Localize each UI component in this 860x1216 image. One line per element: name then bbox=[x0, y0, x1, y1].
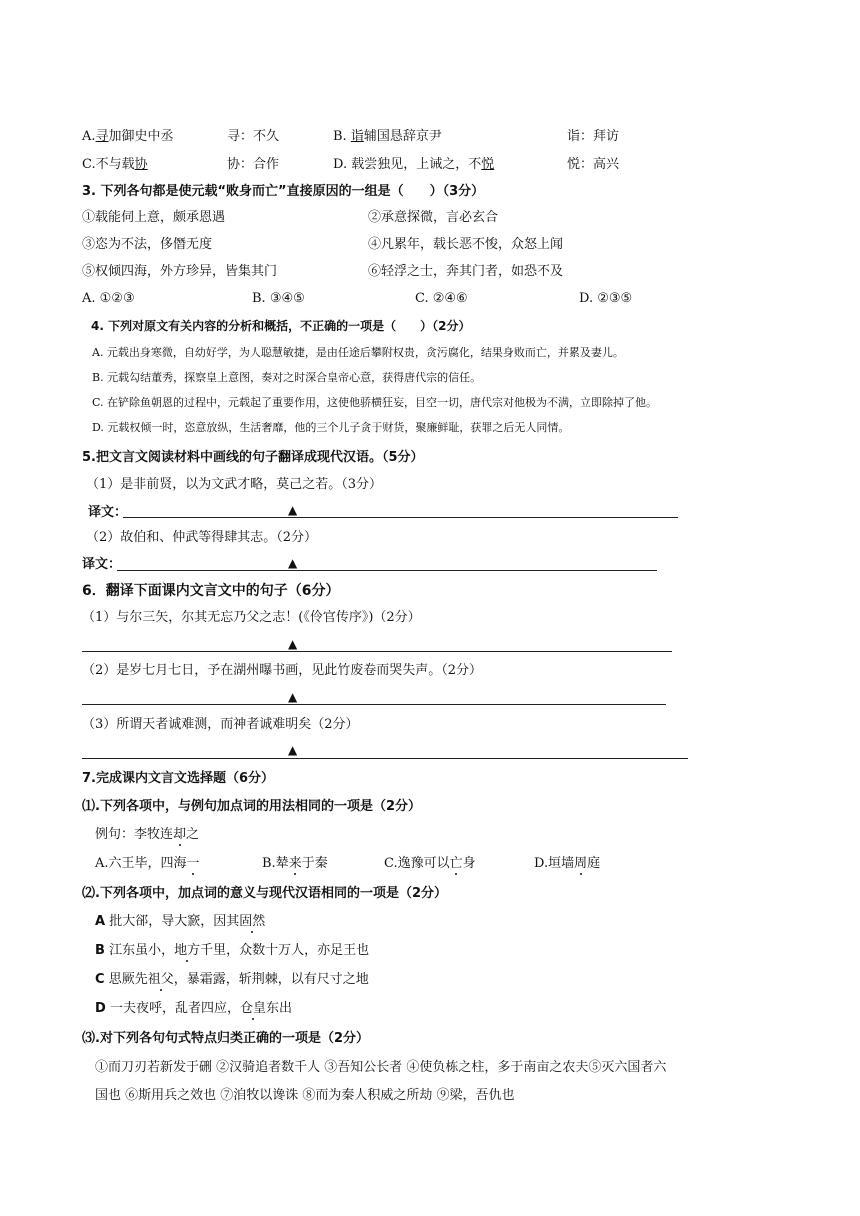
q5-answer-line-2[interactable] bbox=[117, 570, 657, 571]
q5-answer-label-1: 译文： bbox=[88, 505, 128, 520]
q2-option-c: C.不与载协 bbox=[82, 157, 148, 172]
q7-part1-option-a: A.六王毕，四海一 bbox=[95, 856, 200, 871]
q5-marker-1: ▲ bbox=[288, 503, 298, 517]
q3-item-4: ④凡累年，载长恶不悛，众怒上闻 bbox=[368, 237, 564, 252]
q4-option-c: C. 在铲除鱼朝恩的过程中，元载起了重要作用，这使他骄横狂妄，目空一切，唐代宗对他极为不满，立即除掉了他。 bbox=[92, 396, 658, 409]
q3-item-5: ⑤权倾四海，外方珍异，皆集其门 bbox=[82, 264, 278, 279]
q4-option-a: A. 元载出身寒微，自幼好学，为人聪慧敏捷，是由任途后攀附权贵，贪污腐化，结果身败而亡，并累及妻儿。 bbox=[92, 346, 624, 359]
q3-choice-c: C. ②④⑥ bbox=[415, 291, 468, 306]
q6-marker-1: ▲ bbox=[288, 637, 298, 651]
q6-answer-line-3[interactable] bbox=[82, 758, 688, 759]
q2-option-b: B. 诣辅国恳辞京尹 bbox=[333, 129, 442, 144]
q5-marker-2: ▲ bbox=[288, 556, 298, 570]
q7-stem: 7.完成课内文言文选择题（6分） bbox=[82, 771, 275, 786]
q3-item-3: ③恣为不法，侈僭无度 bbox=[82, 237, 213, 252]
q3-item-6: ⑥轻浮之士，奔其门者，如恐不及 bbox=[368, 264, 564, 279]
q7-part3-line-1: ①而刀刃若新发于硎 ②汉骑追者数千人 ③吾知公长者 ④使负栋之柱，多于南亩之农夫⑤灭六国者六 bbox=[95, 1060, 667, 1075]
q3-item-2: ②承意探微，言必玄合 bbox=[368, 210, 499, 225]
q2-note-c: 协：合作 bbox=[227, 157, 280, 172]
q2-note-d: 悦：高兴 bbox=[567, 157, 620, 172]
q5-answer-label-2: 译文： bbox=[82, 557, 122, 572]
q3-stem: 3. 下列各句都是使元载“败身而亡”直接原因的一组是（ ）（3分） bbox=[82, 184, 485, 199]
q6-sentence-1: （1）与尔三矢，尔其无忘乃父之志！(《伶官传序》)（2分） bbox=[82, 610, 421, 625]
q7-part2-option-a: A 批大郤，导大窾，因其固然 bbox=[95, 914, 266, 929]
q6-sentence-2: （2）是岁七月七日，予在湖州曝书画，见此竹废卷而哭失声。（2分） bbox=[82, 663, 483, 678]
q7-part1-example: 例句：李牧连却之 bbox=[95, 827, 200, 842]
q6-marker-2: ▲ bbox=[288, 690, 298, 704]
q2-note-a: 寻：不久 bbox=[227, 129, 280, 144]
q5-answer-line-1[interactable] bbox=[123, 517, 678, 518]
q7-part2-option-b: B 江东虽小，地方千里，众数十万人，亦足王也 bbox=[95, 943, 370, 958]
q3-choice-a: A. ①②③ bbox=[82, 291, 135, 306]
q6-answer-line-2[interactable] bbox=[82, 704, 666, 705]
q2-option-d: D. 载尝独见，上诫之，不悦 bbox=[333, 157, 495, 172]
q6-marker-3: ▲ bbox=[288, 743, 298, 757]
q6-sentence-3: （3）所谓天者诚难测，而神者诚难明矣（2分） bbox=[82, 717, 359, 732]
q7-part3-line-2: 国也 ⑥斯用兵之效也 ⑦洎牧以谗诛 ⑧而为秦人积威之所劫 ⑨梁，吾仇也 bbox=[95, 1088, 515, 1103]
q5-stem: 5.把文言文阅读材料中画线的句子翻译成现代汉语。（5分） bbox=[82, 450, 424, 465]
q4-stem: 4. 下列对原文有关内容的分析和概括，不正确的一项是（ ）（2分） bbox=[91, 319, 471, 333]
q4-option-b: B. 元载勾结董秀，探察皇上意图，奏对之时深合皇帝心意，获得唐代宗的信任。 bbox=[92, 371, 482, 384]
q7-part2-option-c: C 思厥先祖父，暴霜露，斩荆棘，以有尺寸之地 bbox=[95, 972, 369, 987]
q3-choice-b: B. ③④⑤ bbox=[252, 291, 305, 306]
q2-option-a: A.寻加御史中丞 bbox=[82, 129, 174, 144]
q7-part2-stem: ⑵.下列各项中，加点词的意义与现代汉语相同的一项是（2分） bbox=[82, 886, 447, 901]
q7-part1-option-d: D.垣墙周庭 bbox=[534, 856, 601, 871]
q5-sentence-1: （1）是非前贤，以为文武才略，莫己之若。（3分） bbox=[86, 477, 383, 492]
q2-note-b: 诣：拜访 bbox=[567, 129, 620, 144]
q7-part1-option-c: C.逸豫可以亡身 bbox=[384, 856, 476, 871]
q3-item-1: ①载能伺上意，颇承恩遇 bbox=[82, 210, 226, 225]
q4-option-d: D. 元载权倾一时，恣意放纵，生活奢靡，他的三个儿子贪于财货，聚廉鲜耻，获罪之后无人同情。 bbox=[92, 421, 570, 434]
q7-part1-stem: ⑴.下列各项中，与例句加点词的用法相同的一项是（2分） bbox=[82, 799, 421, 814]
q6-answer-line-1[interactable] bbox=[82, 651, 672, 652]
q7-part3-stem: ⑶.对下列各句句式特点归类正确的一项是（2分） bbox=[82, 1031, 369, 1046]
q3-choice-d: D. ②③⑤ bbox=[579, 291, 633, 306]
q7-part2-option-d: D 一夫夜呼，乱者四应，仓皇东出 bbox=[95, 1001, 292, 1016]
q5-sentence-2: （2）故伯和、仲武等得肆其志。（2分） bbox=[86, 530, 318, 545]
q7-part1-option-b: B.辇来于秦 bbox=[262, 856, 328, 871]
q6-stem: 6．翻译下面课内文言文中的句子（6分） bbox=[82, 583, 340, 599]
